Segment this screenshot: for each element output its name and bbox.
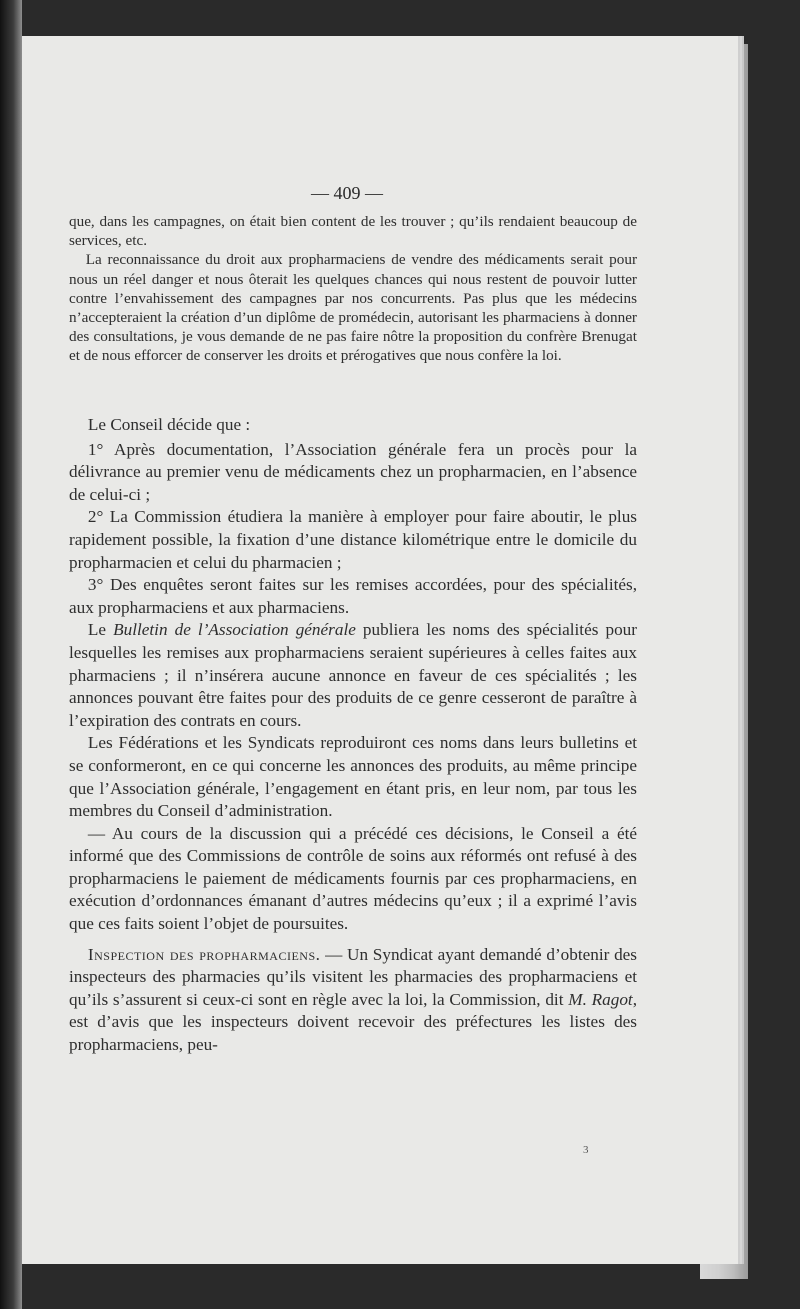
page-number: — 409 — [311,183,383,203]
federations-paragraph: Les Fédérations et les Syndicats reproduiront ces noms dans leurs bulletins et se conformeront, en ce qui concerne les annonces des produits, au même principe que l’Association générale, l’engagement en étant pris, en leur nom, par tous les membres du Conseil d’administration. [69,733,637,821]
decision-item-1: 1° Après documentation, l’Association générale fera un procès pour la délivrance au premier venu de médicaments chez un propharmacien, en l’absence de celui-ci ; [69,439,637,504]
inspection-text-2: , est d’avis que les inspecteurs doivent recevoir des préfectures les listes des propharmaciens, peu- [69,989,637,1055]
inspection-text-1: — Un Syndicat ayant demandé d’obtenir des inspecteurs des pharmacies qu’ils visitent les pharmacies des propharmaciens et qu’ils s’assurent si ceux-ci sont en règle avec la loi, la Commission, dit [69,944,637,1009]
decision-heading: Le Conseil décide que : [87,415,251,434]
bulletin-prefix: Le [87,620,114,640]
main-passage [69,414,637,1057]
inspection-paragraph [69,944,637,1057]
bulletin-title: Bulletin de l’Association générale [113,620,356,640]
inspection-heading: Inspection des propharmaciens. [87,944,321,964]
book-binding-edge [0,0,22,1309]
inspection-name: M. Ragot [568,989,633,1009]
signature-mark: 3 [583,1144,589,1156]
bulletin-rest: publiera les noms des spécialités pour lesquelles les remises aux propharmaciens seraient supérieures à celles faites aux pharmaciens ; il n’insérera aucune annonce en faveur de ces spécialités ; les annonces pouvant être faites pour des produits de ce genre cesseront de paraître à l’expiration des contrats en cours. [69,620,637,730]
quoted-paragraph-continued: que, dans les campagnes, on était bien content de les trouver ; qu’ils rendaient beaucoup de services, etc. [69,213,637,250]
bulletin-paragraph [69,619,637,732]
book-page [22,36,738,1264]
quoted-paragraph: La reconnaissance du droit aux propharmaciens de vendre des médicaments serait pour nous un réel danger et nous ôterait les quelques chances qui nous restent de pouvoir lutter contre l’envahissement des campagnes par nos concurrents. Pas plus que les médecins n’accepteraient la création d’un diplôme de promédecin, autorisant les pharmaciens à donner des consultations, je vous demande de ne pas faire nôtre la proposition du confrère Brenugat et de nous efforcer de conserver les droits et prérogatives que nous confère la loi. [69,251,637,365]
decision-item-2: 2° La Commission étudiera la manière à employer pour faire aboutir, le plus rapidement possible, la fixation d’une distance kilométrique entre le domicile du propharmacien et celui du pharmacien ; [69,507,637,572]
decision-item-3: 3° Des enquêtes seront faites sur les remises accordées, pour des spécialités, aux propharmaciens et aux pharmaciens. [69,575,637,617]
quoted-passage [69,212,637,366]
discussion-paragraph: — Au cours de la discussion qui a précédé ces décisions, le Conseil a été informé que des Commissions de contrôle de soins aux réformés ont refusé à des propharmaciens le paiement de médicaments fournis par ces propharmaciens, en exécution d’ordonnances émanant d’autres médecins qu’eux ; il a exprimé l’avis que ces faits soient l’objet de poursuites. [69,823,637,934]
